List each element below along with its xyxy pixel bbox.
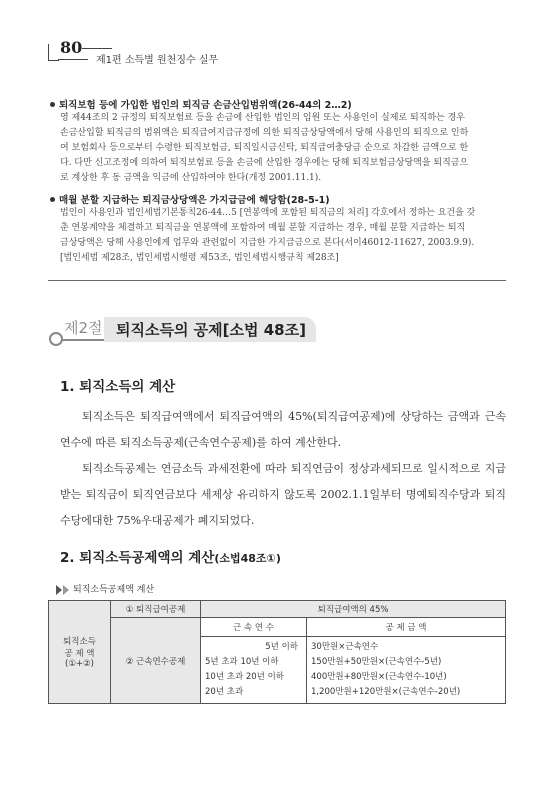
section-divider — [48, 280, 506, 281]
bullet-title-2 — [50, 192, 330, 206]
header-rule-lower — [58, 59, 88, 60]
header-rule — [82, 48, 112, 49]
bullet-body-1 — [60, 111, 506, 186]
row-header-cell — [49, 601, 111, 704]
text-line: 금상당액은 당해 사용인에게 업무와 관련없이 지급한 가지급금으로 본다(서이46012-11627, 2003.9.9). — [60, 238, 475, 248]
text-line: 법인이 사용인과 법인세법기본통칙26-44…5 [연봉액에 포함된 퇴직금의 처리] 각호에서 정하는 요건을 갖 — [60, 208, 476, 218]
section-title: 퇴직소득의 공제[소법 48조] — [104, 317, 316, 342]
amount-value: 150만원+50만원×(근속연수-5년) — [311, 657, 442, 667]
text-line: 여 보험회사 등으로부터 수령한 퇴직보험금, 퇴직일시금신탁, 퇴직급여충당금 순으로 차감한 금액으로 한 — [60, 143, 469, 153]
bullet-title-1 — [50, 97, 352, 111]
row-header-line: 공 제 액 — [64, 649, 95, 659]
text-line: 다. 다만 신고조정에 의하여 퇴직보험료 등을 손금에 산입한 경우에는 당해 퇴직보험금상당액을 퇴직금으 — [60, 158, 469, 168]
amount-value: 30만원×근속연수 — [311, 642, 379, 652]
text-line: 영 제44조의 2 규정의 퇴직보험료 등을 손금에 산입한 법인의 임원 또는 사용인이 실제로 퇴직하는 경우 — [60, 113, 465, 123]
text-line: 춘 연봉계약을 체결하고 퇴직금을 연봉액에 포함하여 매월 분할 지급하는 경우, 매월 분할 지급하는 퇴직 — [60, 223, 466, 233]
subsection-2-title — [60, 546, 281, 566]
page-number: 80 — [60, 38, 83, 57]
arrow-icon — [63, 585, 69, 595]
bullet-dot-icon — [50, 102, 55, 107]
section-banner-line — [60, 339, 110, 341]
subsection-2-title-suffix: (소법48조①) — [214, 552, 281, 565]
bullet-title-text: 매월 분할 지급하는 퇴직금상당액은 가지급금에 해당함(28-5-1) — [59, 195, 330, 206]
section-circle-icon — [49, 332, 63, 346]
bullet-title-text: 퇴직보험 등에 가입한 법인의 퇴직금 손금산입범위액(26-44의 2…2) — [59, 100, 352, 111]
row-header-line: (①+②) — [65, 659, 94, 669]
col-years-header: 근 속 연 수 — [201, 618, 307, 637]
amount-cell — [307, 637, 506, 704]
years-value: 5년 이하 — [265, 642, 298, 652]
text-line: 로 계상한 후 동 금액을 익금에 산입하여야 한다(개정 2001.11.1). — [60, 173, 322, 183]
years-value: 20년 초과 — [205, 687, 244, 697]
table-label-text: 퇴직소득공제액 계산 — [73, 585, 155, 595]
bullet-body-2 — [60, 206, 506, 266]
subsection-1-title: 1. 퇴직소득의 계산 — [60, 379, 176, 395]
subsection-2-title-text: 2. 퇴직소득공제액의 계산 — [60, 550, 215, 566]
amount-value: 400만원+80만원×(근속연수-10년) — [311, 672, 447, 682]
amount-value: 1,200만원+120만원×(근속연수-20년) — [311, 687, 461, 697]
table-row — [49, 601, 506, 618]
deduction-table — [48, 600, 506, 704]
row-header-line: 퇴직소득 — [63, 637, 96, 647]
paragraph-2: 퇴직소득공제는 연금소득 과세전환에 따라 퇴직연금이 정상과세되므로 일시적으로 지급받는 퇴직금이 퇴직연금보다 세제상 유리하지 않도록 2002.1.1일부터 명예퇴직수당과 퇴직수당에대한 75%우대공제가 폐지되었다. — [60, 462, 506, 527]
item2-label: ② 근속연수공제 — [111, 618, 201, 704]
chapter-title: 제1편 소득별 원천징수 실무 — [96, 55, 219, 66]
item1-label: ① 퇴직급여공제 — [111, 601, 201, 618]
years-value: 5년 초과 10년 이하 — [205, 657, 279, 667]
col-amount-header: 공 제 금 액 — [307, 618, 506, 637]
table-row — [49, 618, 506, 637]
item1-value: 퇴직급여액의 45% — [201, 601, 506, 618]
arrow-icon — [56, 585, 62, 595]
section-number: 제2절 — [64, 319, 103, 337]
text-line: [법인세법 제28조, 법인세법시행령 제53조, 법인세법시행규칙 제28조] — [60, 253, 339, 263]
years-cell — [201, 637, 307, 704]
years-value: 10년 초과 20년 이하 — [205, 672, 285, 682]
bullet-dot-icon — [50, 197, 55, 202]
paragraph-1: 퇴직소득은 퇴직급여액에서 퇴직급여액의 45%(퇴직급여공제)에 상당하는 금액과 근속연수에 따른 퇴직소득공제(근속연수공제)를 하여 계산한다. — [60, 410, 506, 449]
table-label — [56, 582, 154, 595]
text-line: 손금산입할 퇴직금의 범위액은 퇴직급여지급규정에 의한 퇴직금상당액에서 당해 사용인의 퇴직으로 인하 — [60, 128, 469, 138]
